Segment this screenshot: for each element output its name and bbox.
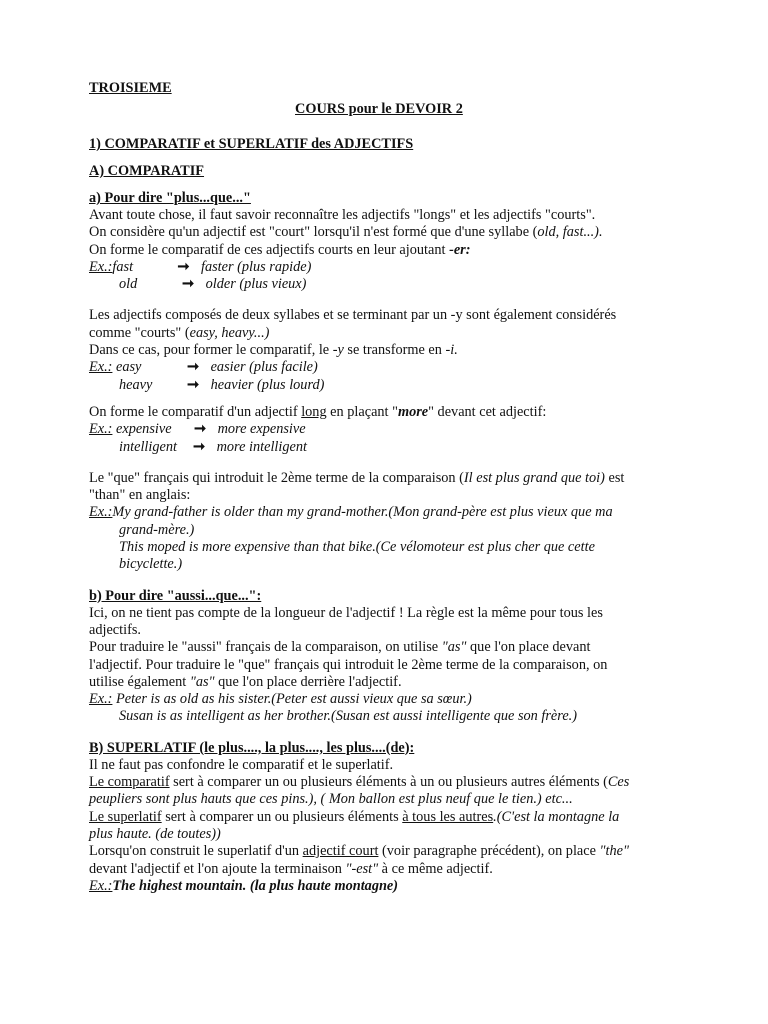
example-line: old ➞ older (plus vieux) bbox=[119, 276, 307, 293]
paragraph-line: utilise également "as" que l'on place derrière l'adjectif. bbox=[89, 673, 402, 690]
plus-que-heading: a) Pour dire "plus...que..." bbox=[89, 190, 251, 206]
example-line: Ex.:The highest mountain. (la plus haute montagne) bbox=[89, 877, 399, 894]
comparatif-heading: A) COMPARATIF bbox=[89, 163, 205, 179]
arrow-icon: ➞ bbox=[194, 421, 206, 438]
paragraph-line: Dans ce cas, pour former le comparatif, le -y se transforme en -i. bbox=[89, 342, 458, 359]
arrow-icon: ➞ bbox=[177, 258, 190, 275]
superlatif-heading: B) SUPERLATIF (le plus...., la plus...., les plus....(de): bbox=[89, 739, 415, 756]
paragraph-line: "than" en anglais: bbox=[89, 487, 191, 504]
example-line: Ex.: easy ➞ easier (plus facile) bbox=[89, 359, 318, 376]
paragraph-line: Lorsqu'on construit le superlatif d'un adjectif court (voir paragraphe précédent), on place "the" bbox=[89, 843, 630, 860]
paragraph-line: l'adjectif. Pour traduire le "que" français qui introduit le 2ème terme de la comparaison, on bbox=[89, 656, 608, 673]
arrow-icon: ➞ bbox=[182, 276, 194, 293]
paragraph-line: comme "courts" (easy, heavy...) bbox=[89, 324, 270, 341]
example-line: Ex.:fast ➞ faster (plus rapide) bbox=[89, 258, 312, 275]
example-line: Ex.:My grand-father is older than my grand-mother.(Mon grand-père est plus vieux que ma bbox=[89, 504, 613, 521]
paragraph-line: Ici, on ne tient pas compte de la longueur de l'adjectif ! La règle est la même pour tous les bbox=[89, 604, 603, 621]
paragraph-line: On forme le comparatif d'un adjectif long en plaçant "more" devant cet adjectif: bbox=[89, 403, 547, 420]
paragraph-line: On considère qu'un adjectif est "court" lorsqu'il n'est formé que d'une syllabe (old, fast...). bbox=[89, 224, 603, 241]
page-title: COURS pour le DEVOIR 2 bbox=[295, 101, 463, 117]
example-line: Ex.: expensive ➞ more expensive bbox=[89, 421, 306, 438]
example-line: Susan is as intelligent as her brother.(Susan est aussi intelligente que son frère.) bbox=[119, 708, 577, 725]
arrow-icon: ➞ bbox=[187, 359, 199, 376]
paragraph-line: On forme le comparatif de ces adjectifs courts en leur ajoutant -er: bbox=[89, 241, 471, 258]
level-heading: TROISIEME bbox=[89, 80, 172, 96]
arrow-icon: ➞ bbox=[187, 376, 199, 393]
paragraph-line: devant l'adjectif et l'on ajoute la terminaison "-est" à ce même adjectif. bbox=[89, 860, 493, 877]
example-line: intelligent ➞ more intelligent bbox=[119, 438, 307, 455]
example-line: bicyclette.) bbox=[119, 556, 183, 573]
aussi-que-heading: b) Pour dire "aussi...que...": bbox=[89, 587, 262, 604]
paragraph-line: Le superlatif sert à comparer un ou plusieurs éléments à tous les autres.(C'est la montagne la bbox=[89, 808, 620, 825]
paragraph-line: Les adjectifs composés de deux syllabes et se terminant par un -y sont également considérés bbox=[89, 307, 617, 324]
paragraph-line: peupliers sont plus hauts que ces pins.), ( Mon ballon est plus neuf que le tien.) etc... bbox=[89, 791, 573, 808]
paragraph-line: plus haute. (de toutes)) bbox=[89, 825, 221, 842]
paragraph-line: Avant toute chose, il faut savoir reconnaître les adjectifs "longs" et les adjectifs "courts". bbox=[89, 207, 596, 223]
paragraph-line: Il ne faut pas confondre le comparatif et le superlatif. bbox=[89, 756, 394, 773]
arrow-icon: ➞ bbox=[193, 438, 205, 455]
example-line: Ex.: Peter is as old as his sister.(Peter est aussi vieux que sa sœur.) bbox=[89, 691, 472, 708]
paragraph-line: Le "que" français qui introduit le 2ème terme de la comparaison (Il est plus grand que toi) est bbox=[89, 469, 625, 486]
section-heading: 1) COMPARATIF et SUPERLATIF des ADJECTIFS bbox=[89, 136, 414, 152]
example-line: This moped is more expensive than that bike.(Ce vélomoteur est plus cher que cette bbox=[119, 539, 595, 556]
paragraph-line: Pour traduire le "aussi" français de la comparaison, on utilise "as" que l'on place devant bbox=[89, 639, 591, 656]
paragraph-line: adjectifs. bbox=[89, 621, 142, 638]
example-line: grand-mère.) bbox=[119, 521, 195, 538]
paragraph-line: Le comparatif sert à comparer un ou plusieurs éléments à un ou plusieurs autres éléments (Ces bbox=[89, 774, 630, 791]
example-line: heavy ➞ heavier (plus lourd) bbox=[119, 376, 325, 393]
